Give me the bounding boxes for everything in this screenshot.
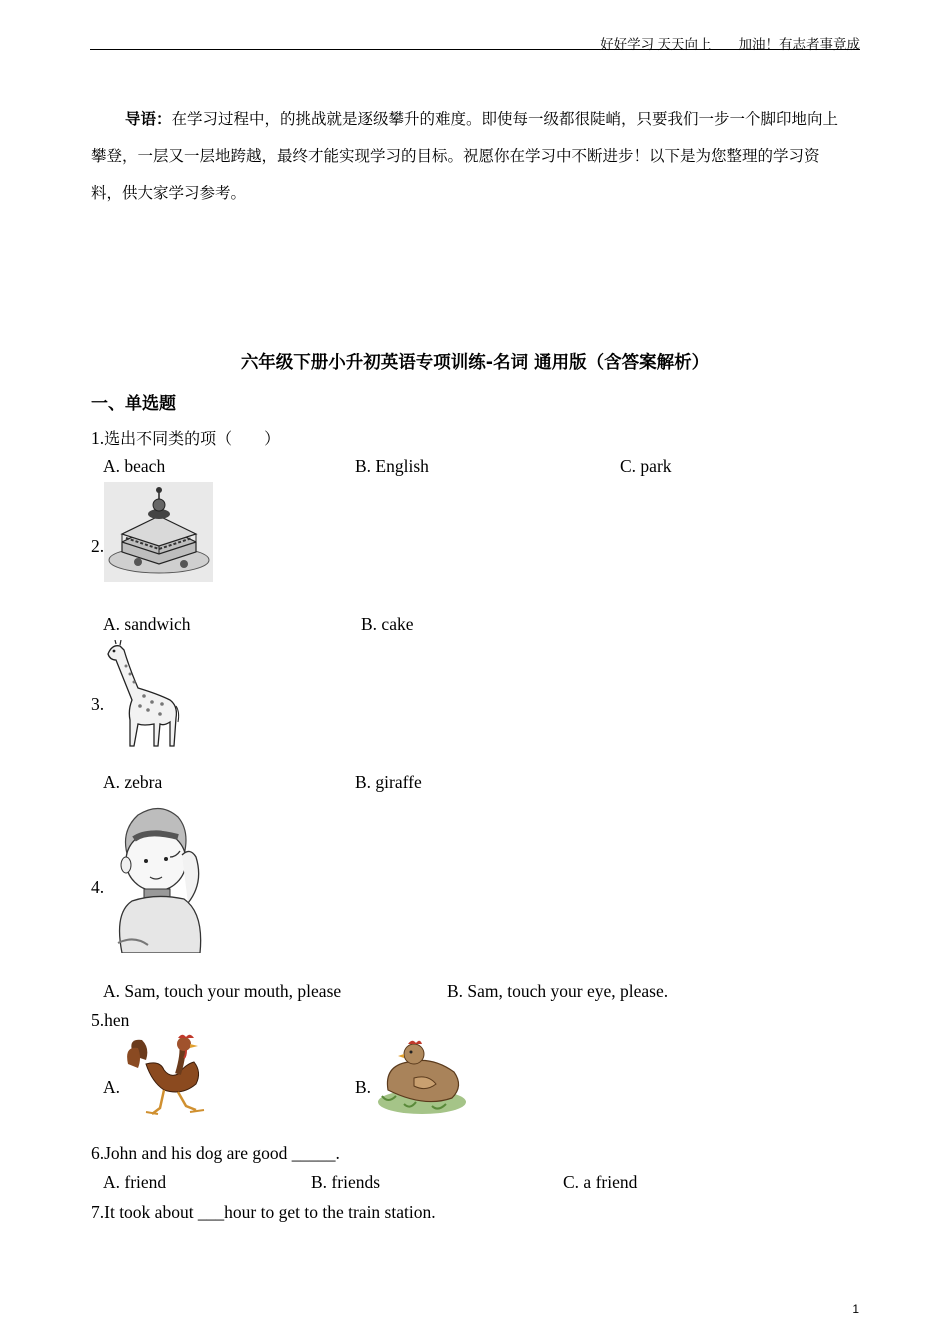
option-a: A. zebra [103, 772, 163, 792]
question-6 [91, 1143, 340, 1164]
option-b: B. English [355, 456, 429, 476]
question-4: 4. [91, 877, 105, 897]
intro-paragraph [91, 101, 848, 212]
page-header [600, 33, 860, 53]
page-number: 1 [852, 1302, 859, 1316]
section-heading: 一、单选题 [91, 394, 176, 414]
giraffe-image [104, 640, 182, 750]
option-a: A. friend [103, 1172, 167, 1192]
question-number: 6. [91, 1143, 105, 1163]
question-3: 3. [91, 694, 105, 714]
header-rule [90, 49, 860, 50]
question-stem: hen [104, 1010, 130, 1030]
document-title: 六年级下册小升初英语专项训练-名词 通用版（含答案解析） [240, 353, 710, 373]
question-stem: It took about ___hour to get to the train station. [104, 1202, 436, 1222]
intro-label: 导语： [125, 110, 172, 128]
option-c: C. a friend [563, 1172, 638, 1192]
question-7 [91, 1202, 436, 1223]
option-b: B. giraffe [355, 772, 422, 792]
header-right-text: 加油！有志者事竟成 [738, 37, 860, 52]
option-b: B. [355, 1077, 372, 1097]
question-stem: John and his dog are good _____. [104, 1143, 340, 1163]
question-5 [91, 1010, 129, 1031]
question-number: 1. [91, 428, 105, 448]
intro-text: 在学习过程中，的挑战就是逐级攀升的难度。即使每一级都很陡峭，只要我们一步一个脚印地向上攀登，一层又一层地跨越，最终才能实现学习的目标。祝愿你在学习中不断进步！以下是为您整理的学习资料，供大家学习参考。 [91, 110, 839, 202]
option-a: A. [103, 1077, 121, 1097]
option-c: C. park [620, 456, 672, 476]
header-left-text: 好好学习 天天向上 [600, 37, 712, 52]
question-stem: 选出不同类的项（ ） [104, 429, 281, 448]
option-a: A. beach [103, 456, 166, 476]
rooster-image [124, 1034, 218, 1120]
option-b: B. friends [311, 1172, 381, 1192]
hen-image [374, 1038, 466, 1118]
option-a: A. sandwich [103, 614, 191, 634]
question-number: 7. [91, 1202, 105, 1222]
question-2: 2. [91, 536, 105, 556]
sandwich-image [104, 482, 213, 582]
option-a: A. Sam, touch your mouth, please [103, 981, 342, 1001]
question-number: 5. [91, 1010, 105, 1030]
boy-touching-eye-image [104, 803, 218, 953]
option-b: B. cake [361, 614, 414, 634]
option-b: B. Sam, touch your eye, please. [447, 981, 669, 1001]
question-1 [91, 426, 280, 449]
